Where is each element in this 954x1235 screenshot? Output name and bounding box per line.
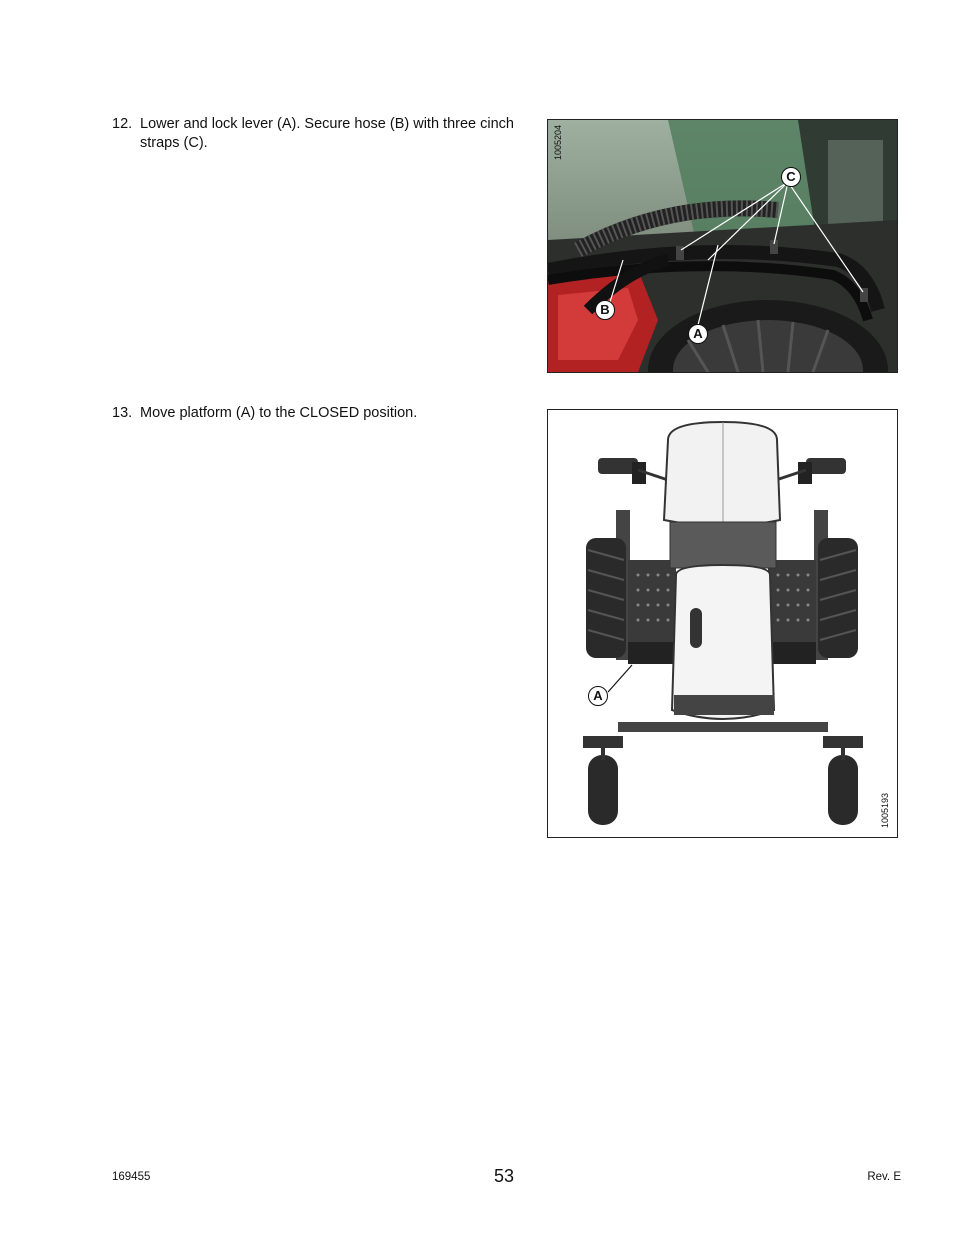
figure-id: 1005204: [553, 124, 563, 160]
document-number: 169455: [112, 1171, 151, 1183]
step-text: Move platform (A) to the CLOSED position.: [140, 405, 418, 421]
callout-a: A: [588, 686, 608, 706]
platform-diagram-figure: [547, 409, 898, 838]
hose-photo-figure: [547, 119, 898, 373]
callout-c: C: [781, 167, 801, 187]
windrower-top-view-illustration: [548, 410, 897, 837]
page-number: 53: [494, 1166, 515, 1186]
hose-photo-illustration: [548, 120, 897, 372]
callout-b: B: [595, 300, 615, 320]
callout-a: A: [688, 324, 708, 344]
step-12: [112, 115, 514, 153]
step-13: [112, 404, 514, 423]
step-text: Lower and lock lever (A). Secure hose (B) with three cinch straps (C).: [140, 116, 514, 151]
figure-id: 1005193: [880, 792, 890, 828]
step-number: 13.: [112, 405, 133, 421]
step-number: 12.: [112, 116, 133, 132]
revision-label: Rev. E: [867, 1171, 901, 1183]
